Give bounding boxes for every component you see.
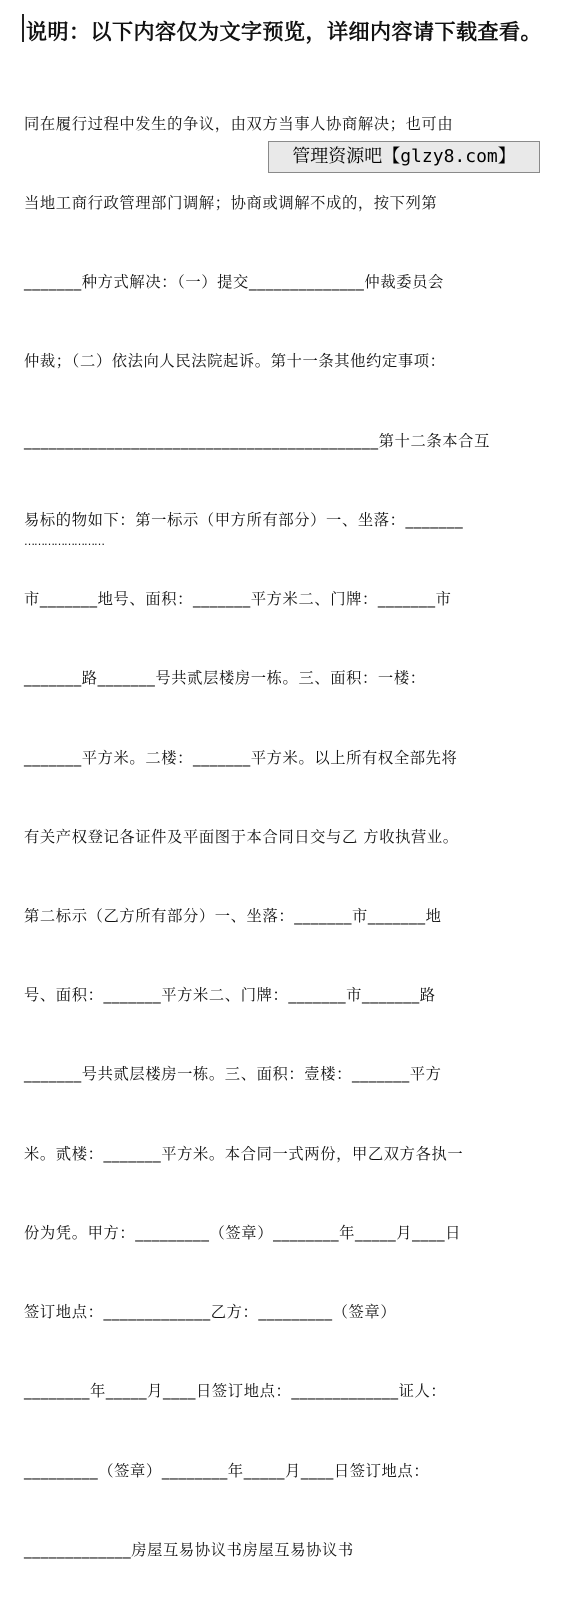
document-line: _______号共贰层楼房一栋。三、面积：壹楼：_______平方 <box>24 1065 442 1084</box>
text-cursor <box>22 14 24 42</box>
document-line: _________（签章）________年_____月____日签订地点： <box>24 1461 430 1480</box>
watermark-banner: 管理资源吧【glzy8.com】 <box>268 141 540 173</box>
document-line: 份为凭。甲方：_________（签章）________年_____月____日 <box>24 1223 462 1242</box>
document-line: 号、面积：_______平方米二、门牌：_______市_______路 <box>24 986 436 1005</box>
document-line: _______种方式解决：（一）提交______________仲裁委员会 <box>24 273 444 292</box>
document-line: 当地工商行政管理部门调解；协商或调解不成的，按下列第 <box>24 194 438 213</box>
document-line: _______路_______号共贰层楼房一栋。三、面积：一楼： <box>24 669 426 688</box>
document-line: ________年_____月____日签订地点：_____________证人： <box>24 1382 447 1401</box>
document-line: ___________________________________________第十二条本合互 <box>24 431 490 450</box>
document-line: _____________房屋互易协议书房屋互易协议书 <box>24 1540 354 1559</box>
truncation-ellipsis: …………………… <box>24 535 104 548</box>
document-line: 市_______地号、面积：_______平方米二、门牌：_______市 <box>24 590 452 609</box>
preview-notice: 说明：以下内容仅为文字预览，详细内容请下载查看。 <box>26 20 542 44</box>
document-line: _______平方米。二楼：_______平方米。以上所有权全部先将 <box>24 748 458 767</box>
document-body <box>24 58 554 1616</box>
document-line: 同在履行过程中发生的争议，由双方当事人协商解决；也可由 <box>24 114 454 133</box>
document-line: 米。贰楼：_______平方米。本合同一式两份，甲乙双方各执一 <box>24 1144 464 1163</box>
document-line: 签订地点：_____________乙方：_________（签章） <box>24 1303 397 1322</box>
document-line: 有关产权登记各证件及平面图于本合同日交与乙 方收执营业。 <box>24 827 459 846</box>
document-line: 易标的物如下：第一标示（甲方所有部分）一、坐落：_______ <box>24 510 464 529</box>
document-line: 第二标示（乙方所有部分）一、坐落：_______市_______地 <box>24 907 442 925</box>
document-line: 仲裁；（二）依法向人民法院起诉。第十一条其他约定事项： <box>24 352 446 371</box>
